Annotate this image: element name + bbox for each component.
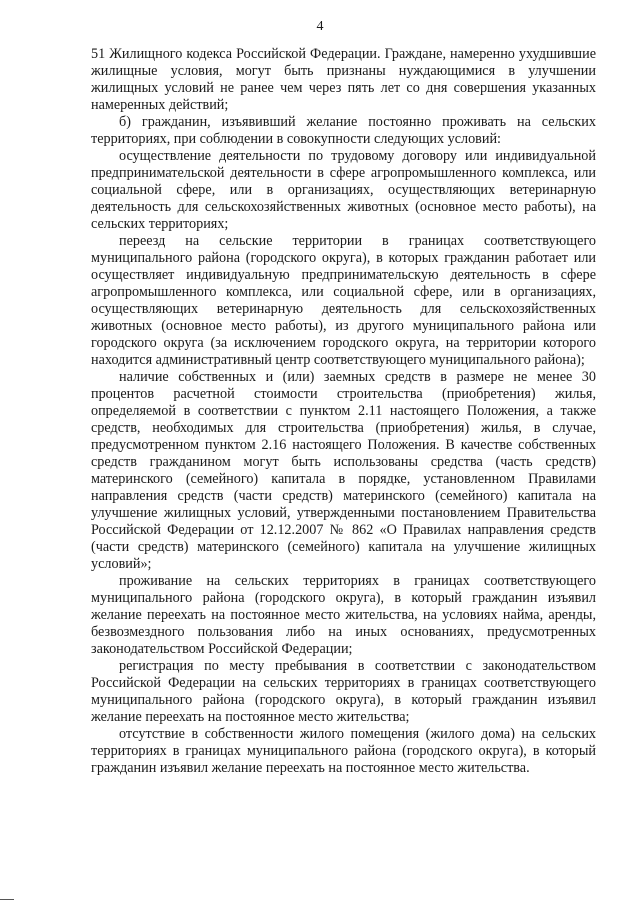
paragraph-2: б) гражданин, изъявивший желание постоянно проживать на сельских территориях, при соблюдении в совокупности следующих условий: (91, 114, 596, 147)
paragraph-4: переезд на сельские территории в границах соответствующего муниципального района (городского округа), в которых гражданин работает или осуществляет индивидуальную предпринимательскую деятельность в сфере агропромышленного комплекса, или социальной сфере, или в организациях, осуществляющих ветеринарную деятельность для сельскохозяйственных животных (основное место работы), из другого муниципального района или городского округа (за исключением городского округа, на территории которого находится административный центр соответствующего муниципального района); (91, 233, 596, 368)
paragraph-3: осуществление деятельности по трудовому договору или индивидуальной предпринимательской деятельности в сфере агропромышленного комплекса, или социальной сфере, или в организациях, осуществляющих ветеринарную деятельность для сельскохозяйственных животных (основное место работы), на сельских территориях; (91, 148, 596, 232)
scan-edge-mark (0, 899, 14, 901)
page-number: 4 (316, 19, 324, 34)
paragraph-8: отсутствие в собственности жилого помещения (жилого дома) на сельских территориях в границах муниципального района (городского округа), в который гражданин изъявил желание переехать на постоянное место жительства. (91, 726, 596, 776)
paragraph-5: наличие собственных и (или) заемных средств в размере не менее 30 процентов расчетной стоимости строительства (приобретения) жилья, определяемой в соответствии с пунктом 2.11 настоящего Положения, а также средств, необходимых для строительства (приобретения) жилья, в случае, предусмотренном пунктом 2.16 настоящего Положения. В качестве собственных средств гражданином могут быть использованы средства (часть средств) материнского (семейного) капитала в порядке, установленном Правилами направления средств (части средств) материнского (семейного) капитала на улучшение жилищных условий, утвержденными постановлением Правительства Российской Федерации от 12.12.2007 № 862 «О Правилах направления средств (части средств) материнского (семейного) капитала на улучшение жилищных условий»; (91, 369, 596, 572)
paragraph-1: 51 Жилищного кодекса Российской Федерации. Граждане, намеренно ухудшившие жилищные условия, могут быть признаны нуждающимися в улучшении жилищных условий не ранее чем через пять лет со дня совершения указанных намеренных действий; (91, 46, 596, 113)
paragraph-7: регистрация по месту пребывания в соответствии с законодательством Российской Федерации на сельских территориях в границах соответствующего муниципального района (городского округа), в который гражданин изъявил желание переехать на постоянное место жительства; (91, 658, 596, 725)
document-body (91, 46, 596, 777)
paragraph-6: проживание на сельских территориях в границах соответствующего муниципального района (городского округа), в который гражданин изъявил желание переехать на постоянное место жительства, на условиях найма, аренды, безвозмездного пользования либо на иных основаниях, предусмотренных законодательством Российской Федерации; (91, 573, 596, 657)
